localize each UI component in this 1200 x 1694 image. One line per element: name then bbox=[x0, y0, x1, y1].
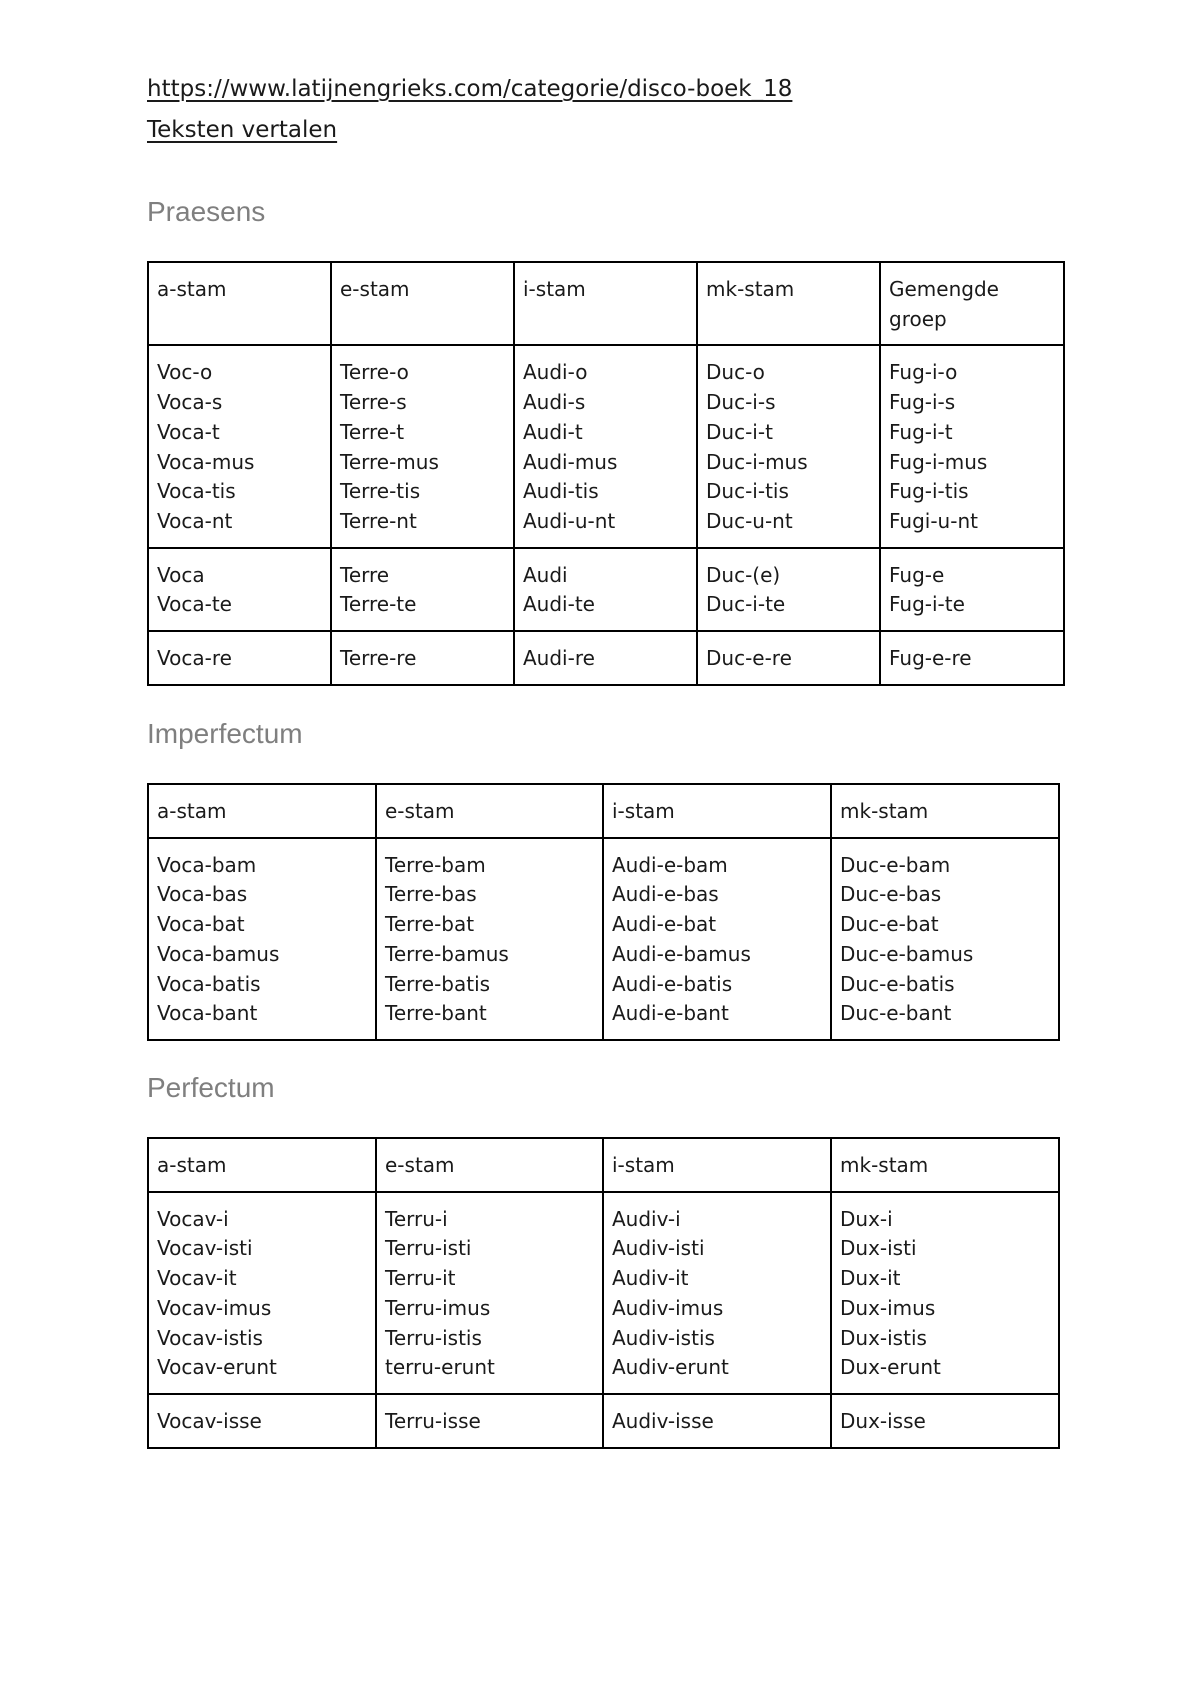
verb-form: Audiv-isti bbox=[612, 1236, 705, 1261]
verb-form: Duc-i-mus bbox=[706, 449, 808, 474]
verb-form: Terre-bamus bbox=[385, 941, 509, 966]
column-header bbox=[331, 262, 514, 345]
table-cell bbox=[880, 345, 1064, 547]
verb-form: Voca-s bbox=[157, 390, 223, 415]
column-header bbox=[514, 262, 697, 345]
verb-form: Terre-bant bbox=[385, 1001, 487, 1026]
verb-form: Terru-imus bbox=[385, 1295, 491, 1320]
table-row bbox=[148, 345, 1064, 547]
column-header-label: a-stam bbox=[157, 799, 227, 823]
verb-form: Terre-re bbox=[340, 646, 417, 671]
verb-form: Audi bbox=[523, 562, 568, 587]
verb-form: Terre-s bbox=[340, 390, 407, 415]
column-header bbox=[880, 262, 1064, 345]
verb-form: Terre-bam bbox=[385, 852, 486, 877]
verb-form: Dux-erunt bbox=[840, 1355, 941, 1380]
verb-form: Voca-mus bbox=[157, 449, 255, 474]
table-cell bbox=[603, 1192, 831, 1394]
table-cell bbox=[148, 1394, 376, 1448]
column-header-label: e-stam bbox=[340, 277, 410, 301]
verb-form: Duc-i-t bbox=[706, 419, 773, 444]
verb-form: Terre-te bbox=[340, 592, 417, 617]
verb-form: Audi-t bbox=[523, 419, 583, 444]
verb-form: Audi-u-nt bbox=[523, 508, 616, 533]
verb-form: Duc-e-bamus bbox=[840, 941, 974, 966]
table-cell bbox=[148, 1192, 376, 1394]
verb-form: Duc-i-te bbox=[706, 592, 786, 617]
verb-form: Duc-i-tis bbox=[706, 479, 789, 504]
column-header-label: mk-stam bbox=[840, 1153, 929, 1177]
verb-form: Terre-mus bbox=[340, 449, 439, 474]
table-row bbox=[148, 548, 1064, 631]
verb-form: Audiv-istis bbox=[612, 1325, 715, 1350]
verb-form: Vocav-isti bbox=[157, 1236, 253, 1261]
verb-form: Voca-bamus bbox=[157, 941, 280, 966]
verb-form: Terre-bat bbox=[385, 912, 475, 937]
column-header bbox=[831, 1138, 1059, 1192]
table-cell bbox=[831, 838, 1059, 1040]
column-header bbox=[697, 262, 880, 345]
section-title-perfectum: Perfectum bbox=[147, 1072, 275, 1103]
verb-form: Terre bbox=[340, 562, 390, 587]
verb-form: Fugi-u-nt bbox=[889, 508, 978, 533]
column-header-label: i-stam bbox=[612, 799, 675, 823]
verb-form: Vocav-i bbox=[157, 1206, 229, 1231]
verb-form: Audi-s bbox=[523, 390, 586, 415]
verb-form: Audi-e-bat bbox=[612, 912, 717, 937]
verb-form: Audi-re bbox=[523, 646, 595, 671]
verb-form: Dux-isti bbox=[840, 1236, 917, 1261]
verb-form: Fug-e-re bbox=[889, 646, 972, 671]
table-cell bbox=[148, 548, 331, 631]
verb-form: Terre-t bbox=[340, 419, 405, 444]
verb-form: Vocav-erunt bbox=[157, 1355, 277, 1380]
verb-form: Voca-tis bbox=[157, 479, 236, 504]
table-cell bbox=[880, 548, 1064, 631]
verb-form: Terre-nt bbox=[340, 508, 417, 533]
verb-form: Vocav-istis bbox=[157, 1325, 263, 1350]
verb-form: Audi-mus bbox=[523, 449, 618, 474]
verb-form: Voca-t bbox=[157, 419, 220, 444]
verb-form: Terre-batis bbox=[385, 971, 491, 996]
column-header-label: a-stam bbox=[157, 277, 227, 301]
table-cell bbox=[331, 345, 514, 547]
table-header-row bbox=[148, 1138, 1059, 1192]
table-cell bbox=[880, 631, 1064, 685]
verb-form: Fug-i-t bbox=[889, 419, 953, 444]
column-header bbox=[831, 784, 1059, 838]
column-header-label: i-stam bbox=[523, 277, 586, 301]
column-header-label: a-stam bbox=[157, 1153, 227, 1177]
verb-form: Audiv-isse bbox=[612, 1408, 714, 1433]
verb-form: Audi-e-bamus bbox=[612, 941, 751, 966]
verb-form: Audi-te bbox=[523, 592, 595, 617]
verb-form: Fug-i-te bbox=[889, 592, 965, 617]
verb-form: Audi-o bbox=[523, 360, 588, 385]
verb-form: Vocav-it bbox=[157, 1266, 237, 1291]
column-header bbox=[603, 784, 831, 838]
verb-form: Voca-bant bbox=[157, 1001, 258, 1026]
table-row bbox=[148, 1394, 1059, 1448]
column-header bbox=[376, 1138, 603, 1192]
verb-form: Duc-e-re bbox=[706, 646, 792, 671]
table-perfectum bbox=[147, 1137, 1060, 1449]
table-cell bbox=[148, 345, 331, 547]
table-cell bbox=[831, 1192, 1059, 1394]
verb-form: Duc-e-bas bbox=[840, 882, 942, 907]
column-header bbox=[376, 784, 603, 838]
verb-form: Terre-bas bbox=[385, 882, 477, 907]
table-row bbox=[148, 838, 1059, 1040]
table-cell bbox=[697, 548, 880, 631]
source-link[interactable]: https://www.latijnengrieks.com/categorie/disco-boek_18 bbox=[147, 76, 793, 102]
verb-form: Terre-tis bbox=[340, 479, 421, 504]
verb-form: Duc-(e) bbox=[706, 562, 781, 587]
verb-form: Voca-te bbox=[157, 592, 232, 617]
verb-form: Dux-it bbox=[840, 1266, 901, 1291]
column-header-label: mk-stam bbox=[706, 277, 795, 301]
verb-form: Vocav-isse bbox=[157, 1408, 262, 1433]
verb-form: Audi-e-bam bbox=[612, 852, 728, 877]
table-cell bbox=[376, 838, 603, 1040]
verb-form: Duc-e-batis bbox=[840, 971, 955, 996]
verb-form: Duc-e-bant bbox=[840, 1001, 952, 1026]
verb-form: Terre-o bbox=[340, 360, 409, 385]
verb-form: Dux-imus bbox=[840, 1295, 936, 1320]
verb-form: Audiv-i bbox=[612, 1206, 681, 1231]
verb-form: Audiv-erunt bbox=[612, 1355, 729, 1380]
column-header-label: Gemengde groep bbox=[889, 277, 999, 331]
table-imperfectum bbox=[147, 783, 1060, 1041]
column-header bbox=[148, 1138, 376, 1192]
column-header-label: i-stam bbox=[612, 1153, 675, 1177]
verb-form: Dux-isse bbox=[840, 1408, 926, 1433]
table-cell bbox=[514, 548, 697, 631]
column-header-label: mk-stam bbox=[840, 799, 929, 823]
verb-form: Audiv-imus bbox=[612, 1295, 724, 1320]
section-title-imperfectum: Imperfectum bbox=[147, 718, 303, 749]
verb-form: Terru-istis bbox=[385, 1325, 482, 1350]
table-cell bbox=[376, 1394, 603, 1448]
table-header-row bbox=[148, 784, 1059, 838]
verb-form: Voca-re bbox=[157, 646, 232, 671]
table-row bbox=[148, 1192, 1059, 1394]
table-cell bbox=[603, 1394, 831, 1448]
verb-form: Audi-e-bant bbox=[612, 1001, 729, 1026]
table-cell bbox=[331, 548, 514, 631]
verb-form: Terru-isse bbox=[385, 1408, 481, 1433]
verb-form: Audi-e-batis bbox=[612, 971, 733, 996]
section-title-praesens: Praesens bbox=[147, 196, 266, 227]
verb-form: Duc-i-s bbox=[706, 390, 776, 415]
verb-form: Dux-i bbox=[840, 1206, 893, 1231]
verb-form: Fug-i-s bbox=[889, 390, 956, 415]
column-header bbox=[148, 784, 376, 838]
table-cell bbox=[831, 1394, 1059, 1448]
verb-form: Terru-i bbox=[385, 1206, 448, 1231]
table-cell bbox=[514, 345, 697, 547]
column-header bbox=[148, 262, 331, 345]
verb-form: Duc-e-bat bbox=[840, 912, 939, 937]
verb-form: Fug-e bbox=[889, 562, 945, 587]
table-praesens bbox=[147, 261, 1065, 686]
verb-form: Voc-o bbox=[157, 360, 213, 385]
table-cell bbox=[148, 631, 331, 685]
verb-form: Fug-i-mus bbox=[889, 449, 988, 474]
table-row bbox=[148, 631, 1064, 685]
verb-form: Dux-istis bbox=[840, 1325, 927, 1350]
verb-form: Vocav-imus bbox=[157, 1295, 272, 1320]
table-cell bbox=[376, 1192, 603, 1394]
verb-form: Audi-e-bas bbox=[612, 882, 719, 907]
verb-form: Fug-i-tis bbox=[889, 479, 969, 504]
verb-form: Duc-e-bam bbox=[840, 852, 951, 877]
verb-form: Duc-u-nt bbox=[706, 508, 793, 533]
verb-form: Voca-bas bbox=[157, 882, 248, 907]
column-header-label: e-stam bbox=[385, 1153, 455, 1177]
verb-form: Terru-it bbox=[385, 1266, 456, 1291]
table-cell bbox=[514, 631, 697, 685]
subtitle-link[interactable]: Teksten vertalen bbox=[147, 117, 338, 143]
table-cell bbox=[603, 838, 831, 1040]
verb-form: Duc-o bbox=[706, 360, 765, 385]
table-cell bbox=[697, 345, 880, 547]
verb-form: Audiv-it bbox=[612, 1266, 689, 1291]
column-header bbox=[603, 1138, 831, 1192]
verb-form: Voca-bam bbox=[157, 852, 257, 877]
verb-form: Voca-nt bbox=[157, 508, 233, 533]
table-cell bbox=[331, 631, 514, 685]
verb-form: Voca-batis bbox=[157, 971, 261, 996]
table-header-row bbox=[148, 262, 1064, 345]
verb-form: terru-erunt bbox=[385, 1355, 495, 1380]
table-cell bbox=[148, 838, 376, 1040]
verb-form: Voca-bat bbox=[157, 912, 245, 937]
verb-form: Voca bbox=[157, 562, 205, 587]
table-cell bbox=[697, 631, 880, 685]
column-header-label: e-stam bbox=[385, 799, 455, 823]
verb-form: Audi-tis bbox=[523, 479, 599, 504]
verb-form: Fug-i-o bbox=[889, 360, 958, 385]
verb-form: Terru-isti bbox=[385, 1236, 472, 1261]
